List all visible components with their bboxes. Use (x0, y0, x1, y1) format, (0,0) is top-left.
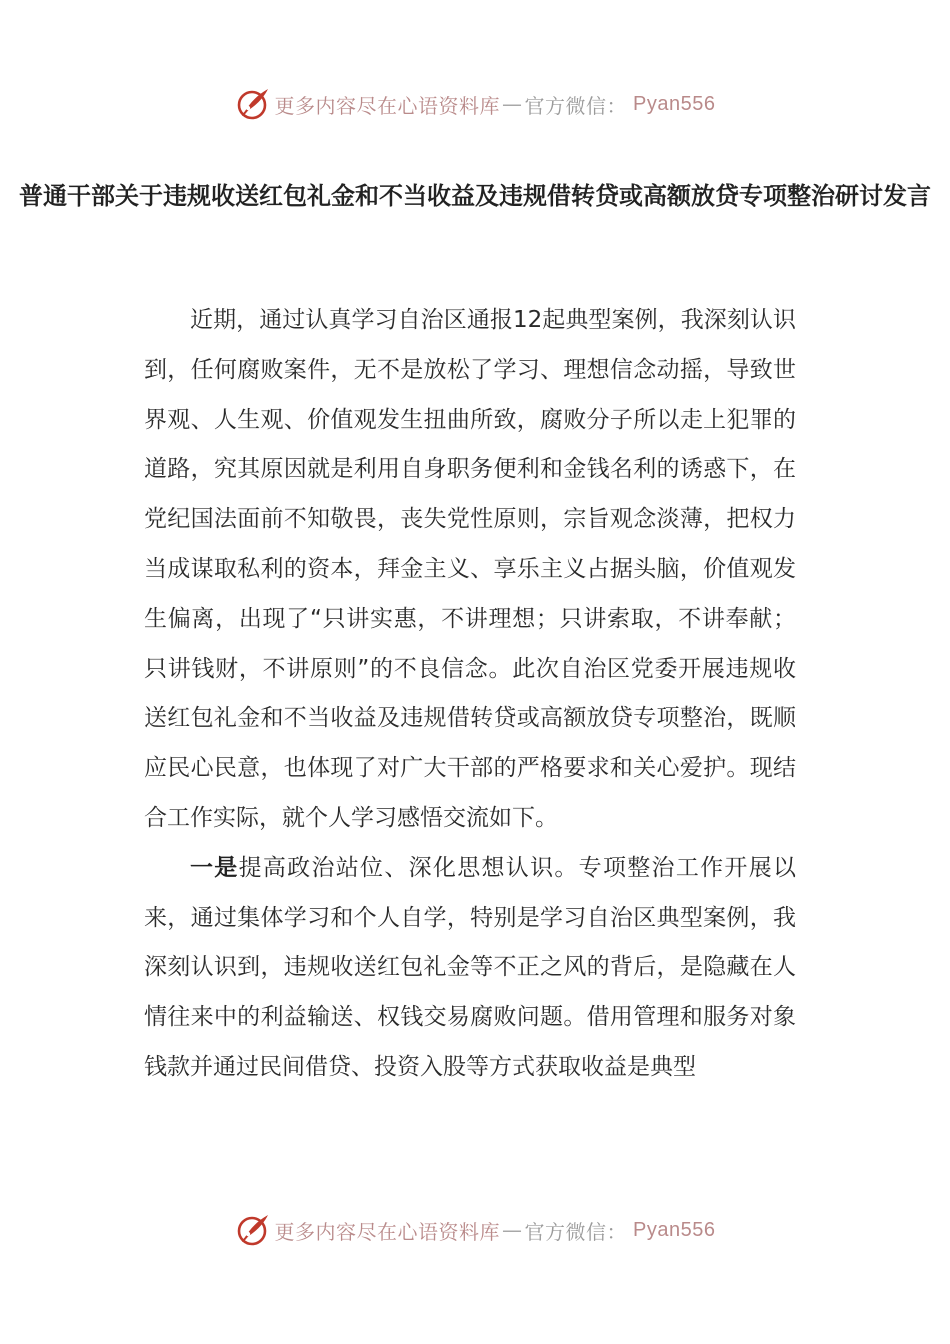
paragraph-text: 近期，通过认真学习自治区通报12起典型案例，我深刻认识到，任何腐败案件，无不是放松了学习、理想信念动摇，导致世界观、人生观、价值观发生扭曲所致，腐败分子所以走上犯罪的道路，究其原因就是利用自身职务便利和金钱名利的诱惑下，在党纪国法面前不知敬畏，丧失党性原则，宗旨观念淡薄，把权力当成谋取私利的资本，拜金主义、享乐主义占据头脑，价值观发生偏离，出现了“只讲实惠，不讲理想；只讲索取，不讲奉献；只讲钱财，不讲原则”的不良信念。此次自治区党委开展违规收送红包礼金和不当收益及违规借转贷或高额放贷专项整治，既顺应民心民意，也体现了对广大干部的严格要求和关心爱护。现结合工作实际，就个人学习感悟交流如下。 (144, 307, 796, 831)
watermark-footer (0, 1210, 950, 1250)
watermark-dash: — (502, 1218, 523, 1242)
paragraph-text: 提高政治站位、深化思想认识。专项整治工作开展以来，通过集体学习和个人自学，特别是学习自治区典型案例，我深刻认识到，违规收送红包礼金等不正之风的背后，是隐藏在人情往来中的利益输送、权钱交易腐败问题。借用管理和服务对象钱款并通过民间借贷、投资入股等方式获取收益是典型 (144, 854, 797, 1080)
paragraph-intro (144, 296, 796, 844)
watermark-text: 更多内容尽在心语资料库 (274, 1219, 501, 1244)
paragraph-lead: 一是 (190, 854, 239, 881)
document-title: 普通干部关于违规收送红包礼金和不当收益及违规借转贷或高额放贷专项整治研讨发言 (19, 182, 931, 210)
watermark-dash: — (502, 92, 523, 116)
watermark-text: 更多内容尽在心语资料库 (274, 93, 501, 118)
wechat-id: Pyan556 (633, 92, 716, 115)
wechat-id: Pyan556 (633, 1218, 716, 1241)
watermark-header (0, 84, 950, 124)
quill-logo-icon (235, 1212, 271, 1248)
wechat-label: 官方微信： (524, 93, 628, 118)
wechat-label: 官方微信： (524, 1219, 628, 1244)
paragraph-point-one (144, 844, 796, 1093)
document-body (144, 296, 796, 1093)
quill-logo-icon (235, 86, 271, 122)
